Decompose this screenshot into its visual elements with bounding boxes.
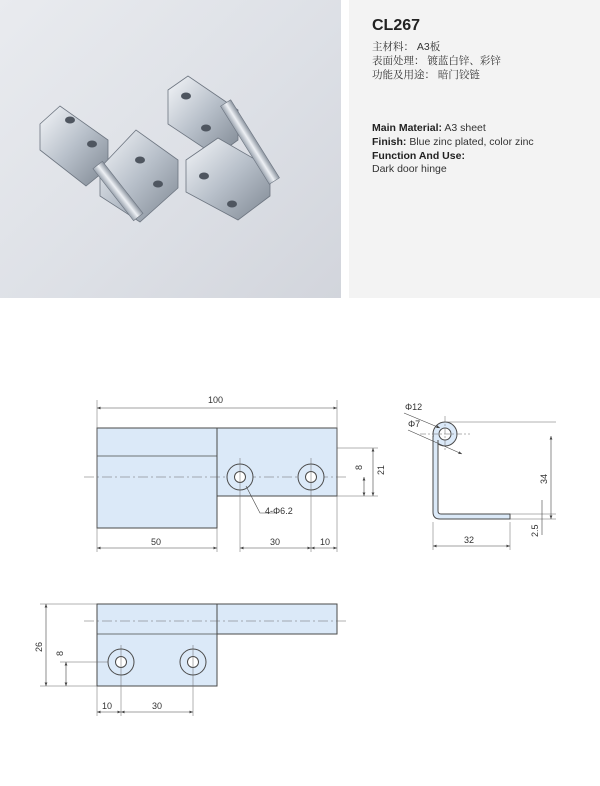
cn-finish-value: 镀蓝白锌、彩锌 bbox=[427, 55, 501, 67]
dim-height: 34 bbox=[539, 473, 549, 484]
dim-edge-offset: 10 bbox=[320, 537, 331, 547]
dim-thickness: 2.5 bbox=[530, 524, 540, 537]
dim-hole-spacing: 30 bbox=[270, 537, 281, 547]
hole-note: 4-Φ6.2 bbox=[265, 506, 293, 516]
en-material-label: Main Material: bbox=[372, 122, 443, 134]
en-function-label: Function And Use: bbox=[372, 150, 465, 162]
dim-hole-spacing-b: 30 bbox=[152, 701, 163, 711]
en-finish-value: Blue zinc plated, color zinc bbox=[409, 136, 534, 148]
dim-inner-dia: Φ7 bbox=[408, 419, 421, 429]
cn-function-label: 功能及用途： bbox=[372, 69, 435, 81]
product-code: CL267 bbox=[372, 17, 421, 34]
bottom-view bbox=[34, 604, 346, 716]
cn-finish-label: 表面处理： bbox=[372, 55, 425, 67]
cn-material-value: A3板 bbox=[416, 41, 441, 53]
side-view bbox=[404, 402, 556, 550]
dim-plate-height-b: 26 bbox=[34, 641, 44, 652]
en-material-value: A3 sheet bbox=[444, 122, 486, 134]
en-finish-label: Finish: bbox=[372, 136, 407, 148]
dim-outer-dia: Φ12 bbox=[405, 402, 423, 412]
top-view bbox=[84, 395, 386, 552]
dim-edge-offset-b: 10 bbox=[102, 701, 113, 711]
dim-width: 32 bbox=[464, 535, 475, 545]
dim-left-part: 50 bbox=[151, 537, 162, 547]
side-view-profile bbox=[433, 422, 510, 519]
cn-function-value: 暗门铰链 bbox=[437, 69, 480, 81]
dim-hole-height-b: 8 bbox=[55, 650, 65, 656]
dim-total-width: 100 bbox=[208, 395, 224, 405]
en-function-value: Dark door hinge bbox=[372, 163, 447, 175]
bottom-view-part bbox=[97, 604, 337, 686]
cn-material-label: 主材料： bbox=[372, 41, 414, 53]
dim-hole-height: 8 bbox=[354, 464, 364, 470]
dim-plate-height: 21 bbox=[376, 464, 386, 475]
